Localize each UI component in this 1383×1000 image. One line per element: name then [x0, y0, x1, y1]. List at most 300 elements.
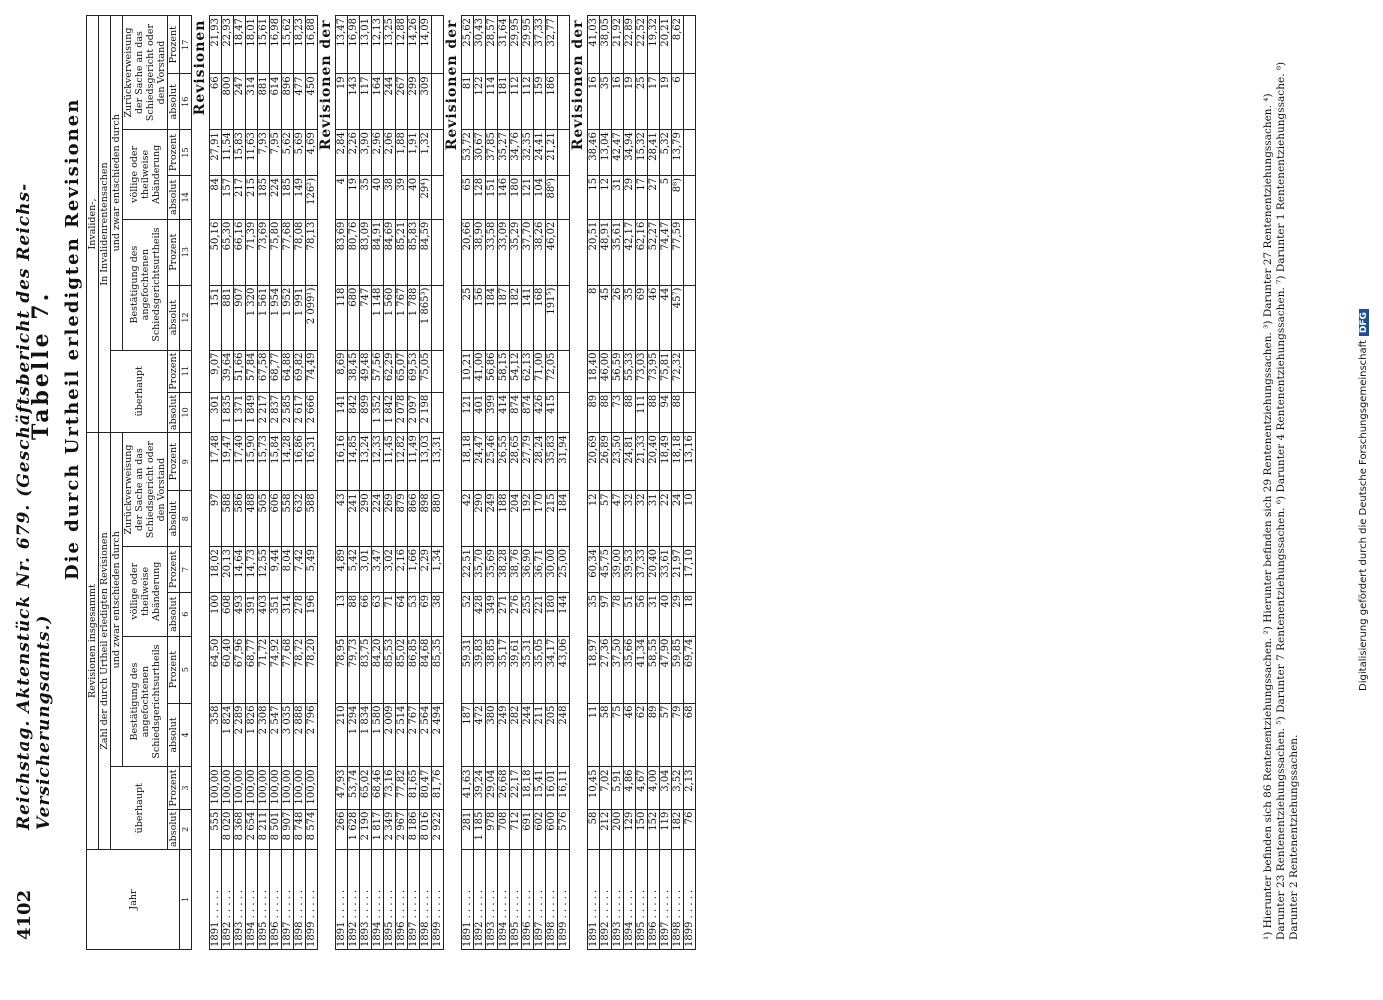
- value-cell: 33,09: [498, 219, 510, 285]
- table-row: [222, 16, 234, 950]
- value-cell: 380: [486, 703, 498, 767]
- value-cell: 27,79: [522, 433, 534, 491]
- value-cell: 69,53: [408, 350, 420, 392]
- col-prozent: Prozent: [168, 350, 180, 392]
- year-cell: 1899 . . . . .: [432, 850, 444, 950]
- section-label: Revisionen der: [444, 16, 462, 950]
- value-cell: 78,13: [306, 219, 318, 285]
- column-number: 8: [180, 491, 192, 547]
- value-cell: 8 186: [408, 809, 420, 849]
- column-number: 5: [180, 636, 192, 703]
- value-cell: [558, 130, 570, 176]
- value-cell: 81,76: [432, 767, 444, 809]
- value-cell: 3,90: [360, 130, 372, 176]
- value-cell: 18,18: [462, 433, 474, 491]
- year-cell: 1894 . . . . .: [372, 850, 384, 950]
- value-cell: 21,33: [636, 433, 648, 491]
- value-cell: 60,34: [588, 547, 600, 593]
- value-cell: 290: [474, 491, 486, 547]
- table-row: [600, 16, 612, 950]
- value-cell: 83,75: [360, 636, 372, 703]
- col-absolut: absolut: [168, 491, 180, 547]
- value-cell: 28,57: [486, 16, 498, 74]
- col-prozent: Prozent: [168, 547, 180, 593]
- value-cell: 37,33: [534, 16, 546, 74]
- value-cell: 31: [612, 175, 624, 219]
- value-cell: 301: [210, 392, 222, 432]
- value-cell: 94: [660, 392, 672, 432]
- table-row: [636, 16, 648, 950]
- table-row: [234, 16, 246, 950]
- table-row: [612, 16, 624, 950]
- value-cell: 1,66: [408, 547, 420, 593]
- value-cell: 151: [486, 175, 498, 219]
- value-cell: 450: [306, 74, 318, 130]
- value-cell: 159: [534, 74, 546, 130]
- value-cell: 30,43: [474, 16, 486, 74]
- value-cell: [432, 219, 444, 285]
- table-row: [420, 16, 432, 950]
- value-cell: 22: [660, 491, 672, 547]
- value-cell: 1 561: [258, 285, 270, 350]
- value-cell: 64,88: [282, 350, 294, 392]
- value-cell: 1 849: [246, 392, 258, 432]
- value-cell: 88: [600, 392, 612, 432]
- value-cell: 1 294: [348, 703, 360, 767]
- value-cell: 5,32: [660, 130, 672, 176]
- value-cell: 35,69: [486, 547, 498, 593]
- value-cell: 1 580: [372, 703, 384, 767]
- value-cell: 84,91: [372, 219, 384, 285]
- section-row: [444, 16, 462, 950]
- table-row: [486, 16, 498, 950]
- value-cell: 4,00: [648, 767, 660, 809]
- value-cell: 31: [648, 491, 660, 547]
- column-number: 14: [180, 175, 192, 219]
- value-cell: 78: [612, 592, 624, 636]
- value-cell: 12: [600, 175, 612, 219]
- year-cell: 1894 . . . . .: [624, 850, 636, 950]
- value-cell: 314: [282, 592, 294, 636]
- col-prozent: Prozent: [168, 219, 180, 285]
- value-cell: 39,61: [510, 636, 522, 703]
- table-subtitle: Die durch Urtheil erledigten Revisionen: [62, 97, 83, 580]
- value-cell: 5,42: [348, 547, 360, 593]
- year-cell: 1899 . . . . .: [684, 850, 696, 950]
- value-cell: 11,45: [384, 433, 396, 491]
- value-cell: 20,21: [660, 16, 672, 74]
- value-cell: 276: [510, 592, 522, 636]
- value-cell: 18: [684, 592, 696, 636]
- value-cell: 21,92: [612, 16, 624, 74]
- table-body: [192, 16, 696, 950]
- col-absolut: absolut: [168, 592, 180, 636]
- value-cell: 32: [636, 491, 648, 547]
- value-cell: 196: [306, 592, 318, 636]
- value-cell: 85,83: [408, 219, 420, 285]
- value-cell: 74,49: [306, 350, 318, 392]
- column-number: 15: [180, 130, 192, 176]
- value-cell: 73,16: [384, 767, 396, 809]
- value-cell: [558, 392, 570, 432]
- table-row: [408, 16, 420, 950]
- value-cell: 602: [534, 809, 546, 849]
- value-cell: 77,82: [396, 767, 408, 809]
- value-cell: 2 585: [282, 392, 294, 432]
- year-cell: 1898 . . . . .: [546, 850, 558, 950]
- value-cell: 143: [348, 74, 360, 130]
- value-cell: 74,47: [660, 219, 672, 285]
- value-cell: 164: [372, 74, 384, 130]
- value-cell: 8 907: [282, 809, 294, 849]
- value-cell: 8: [588, 285, 600, 350]
- value-cell: 391: [246, 592, 258, 636]
- value-cell: 59,85: [672, 636, 684, 703]
- value-cell: 22,89: [624, 16, 636, 74]
- value-cell: 881: [258, 74, 270, 130]
- value-cell: 58,55: [648, 636, 660, 703]
- value-cell: 46: [624, 703, 636, 767]
- value-cell: 18,49: [660, 433, 672, 491]
- value-cell: 38,46: [588, 130, 600, 176]
- value-cell: 215: [246, 175, 258, 219]
- value-cell: 13,47: [336, 16, 348, 74]
- value-cell: 39,53: [624, 547, 636, 593]
- value-cell: 39: [396, 175, 408, 219]
- value-cell: 282: [510, 703, 522, 767]
- value-cell: 78,72: [294, 636, 306, 703]
- col-confirm: Bestätigung des angefochtenen Schiedsgerichtsurtheils: [123, 636, 168, 767]
- value-cell: 35,29: [510, 219, 522, 285]
- value-cell: 1,88: [396, 130, 408, 176]
- value-cell: 37,85: [486, 130, 498, 176]
- value-cell: 100,00: [222, 767, 234, 809]
- value-cell: 74,92: [270, 636, 282, 703]
- value-cell: 73,69: [258, 219, 270, 285]
- value-cell: 150: [636, 809, 648, 849]
- value-cell: 62,29: [384, 350, 396, 392]
- value-cell: 2 837: [270, 392, 282, 432]
- value-cell: 84,59: [420, 219, 432, 285]
- value-cell: 50,16: [210, 219, 222, 285]
- column-number: 13: [180, 219, 192, 285]
- value-cell: 30,00: [546, 547, 558, 593]
- year-cell: 1896 . . . . .: [270, 850, 282, 950]
- value-cell: 52: [462, 592, 474, 636]
- value-cell: [432, 392, 444, 432]
- value-cell: 31: [648, 592, 660, 636]
- value-cell: 266: [336, 809, 348, 849]
- value-cell: 505: [258, 491, 270, 547]
- value-cell: 182: [672, 809, 684, 849]
- value-cell: 35,27: [498, 130, 510, 176]
- year-cell: 1899 . . . . .: [306, 850, 318, 950]
- value-cell: 205: [546, 703, 558, 767]
- value-cell: 38,05: [600, 16, 612, 74]
- value-cell: 4: [336, 175, 348, 219]
- value-cell: [432, 74, 444, 130]
- value-cell: 211: [534, 703, 546, 767]
- value-cell: 83,69: [336, 219, 348, 285]
- value-cell: 14,09: [420, 16, 432, 74]
- value-cell: 30,67: [474, 130, 486, 176]
- value-cell: 78,08: [294, 219, 306, 285]
- value-cell: 1 826: [246, 703, 258, 767]
- value-cell: 29⁴): [420, 175, 432, 219]
- value-cell: 79,73: [348, 636, 360, 703]
- section-label: Revisionen der: [570, 16, 588, 950]
- value-cell: 27,36: [600, 636, 612, 703]
- col-absolut: absolut: [168, 175, 180, 219]
- year-cell: 1892 . . . . .: [474, 850, 486, 950]
- value-cell: 1 834: [360, 703, 372, 767]
- value-cell: 3,01: [360, 547, 372, 593]
- value-cell: 5: [660, 175, 672, 219]
- value-cell: 25: [636, 74, 648, 130]
- value-cell: 20,13: [222, 547, 234, 593]
- value-cell: 29,95: [522, 16, 534, 74]
- value-cell: [558, 219, 570, 285]
- value-cell: 40: [660, 592, 672, 636]
- digitization-credit: [1358, 0, 1369, 1000]
- abs-pct-row: [168, 16, 180, 950]
- col-confirm-inv: Bestätigung des angefochtenen Schiedsgerichtsurtheils: [123, 219, 168, 350]
- statistics-table: [86, 15, 696, 950]
- value-cell: 24,41: [534, 130, 546, 176]
- value-cell: 14,28: [282, 433, 294, 491]
- value-cell: 13,16: [684, 433, 696, 491]
- value-cell: 4,67: [636, 767, 648, 809]
- value-cell: 2 494: [432, 703, 444, 767]
- value-cell: 53,74: [348, 767, 360, 809]
- year-cell: 1893 . . . . .: [486, 850, 498, 950]
- value-cell: 121: [522, 175, 534, 219]
- year-cell: 1897 . . . . .: [534, 850, 546, 950]
- value-cell: 35,17: [498, 636, 510, 703]
- value-cell: 38,45: [348, 350, 360, 392]
- value-cell: 71,72: [258, 636, 270, 703]
- value-cell: 16: [612, 74, 624, 130]
- year-cell: 1891 . . . . .: [336, 850, 348, 950]
- value-cell: 78,95: [336, 636, 348, 703]
- value-cell: 81: [462, 74, 474, 130]
- value-cell: 84,69: [384, 219, 396, 285]
- value-cell: 41,03: [588, 16, 600, 74]
- value-cell: 874: [522, 392, 534, 432]
- value-cell: 20,40: [648, 547, 660, 593]
- value-cell: 57: [660, 703, 672, 767]
- value-cell: 14,64: [234, 547, 246, 593]
- value-cell: 64: [396, 592, 408, 636]
- value-cell: 7,95: [270, 130, 282, 176]
- value-cell: 29,04: [486, 767, 498, 809]
- table-row: [648, 16, 660, 950]
- value-cell: [684, 392, 696, 432]
- value-cell: 157: [222, 175, 234, 219]
- value-cell: 1 817: [372, 809, 384, 849]
- value-cell: 2 078: [396, 392, 408, 432]
- value-cell: 8⁸): [672, 175, 684, 219]
- value-cell: 269: [384, 491, 396, 547]
- value-cell: 2,16: [396, 547, 408, 593]
- col-change: völlige oder theilweise Abänderung: [123, 547, 168, 637]
- value-cell: 141: [336, 392, 348, 432]
- value-cell: 879: [396, 491, 408, 547]
- value-cell: 32,35: [522, 130, 534, 176]
- value-cell: 25,62: [462, 16, 474, 74]
- value-cell: 13,01: [360, 16, 372, 74]
- value-cell: 88: [348, 592, 360, 636]
- value-cell: 83,09: [360, 219, 372, 285]
- col-group-all-sub: Zahl der durch Urtheil erledigten Revisionen: [99, 433, 111, 850]
- value-cell: 47,93: [336, 767, 348, 809]
- value-cell: 129: [624, 809, 636, 849]
- value-cell: 42,47: [612, 130, 624, 176]
- value-cell: 119: [660, 809, 672, 849]
- value-cell: 84: [210, 175, 222, 219]
- value-cell: 56,59: [612, 350, 624, 392]
- value-cell: 17: [636, 175, 648, 219]
- value-cell: 57,84: [246, 350, 258, 392]
- value-cell: 85,53: [384, 636, 396, 703]
- value-cell: 77,59: [672, 219, 684, 285]
- value-cell: 184: [486, 285, 498, 350]
- value-cell: 22,93: [222, 16, 234, 74]
- value-cell: 53: [408, 592, 420, 636]
- value-cell: 33,58: [486, 219, 498, 285]
- value-cell: 37,33: [636, 547, 648, 593]
- value-cell: 2 099¹): [306, 285, 318, 350]
- value-cell: 4,89: [336, 547, 348, 593]
- value-cell: 747: [360, 285, 372, 350]
- value-cell: 880: [432, 491, 444, 547]
- value-cell: [432, 16, 444, 74]
- value-cell: 16,88: [306, 16, 318, 74]
- value-cell: 118: [336, 285, 348, 350]
- value-cell: 426: [534, 392, 546, 432]
- value-cell: 18,40: [588, 350, 600, 392]
- value-cell: 187: [462, 703, 474, 767]
- value-cell: 309: [420, 74, 432, 130]
- value-cell: 85,35: [432, 636, 444, 703]
- value-cell: 104: [534, 175, 546, 219]
- value-cell: 35,83: [546, 433, 558, 491]
- value-cell: 97: [600, 592, 612, 636]
- value-cell: [684, 16, 696, 74]
- value-cell: [684, 175, 696, 219]
- value-cell: 4,86: [624, 767, 636, 809]
- value-cell: 555: [210, 809, 222, 849]
- value-cell: 2 097: [408, 392, 420, 432]
- value-cell: 2,84: [336, 130, 348, 176]
- col-prozent: Prozent: [168, 16, 180, 74]
- value-cell: 13,04: [600, 130, 612, 176]
- year-cell: 1895 . . . . .: [258, 850, 270, 950]
- value-cell: 8,04: [282, 547, 294, 593]
- value-cell: 15,32: [636, 130, 648, 176]
- value-cell: 24,47: [474, 433, 486, 491]
- column-number: 17: [180, 16, 192, 74]
- value-cell: 16,01: [546, 767, 558, 809]
- value-cell: 19: [624, 74, 636, 130]
- year-cell: 1891 . . . . .: [462, 850, 474, 950]
- value-cell: 75,80: [270, 219, 282, 285]
- value-cell: 39,64: [222, 350, 234, 392]
- value-cell: 38,26: [534, 219, 546, 285]
- value-cell: 13: [336, 592, 348, 636]
- value-cell: 12,13: [372, 16, 384, 74]
- value-cell: 68,77: [270, 350, 282, 392]
- value-cell: 41,00: [474, 350, 486, 392]
- value-cell: 41,63: [462, 767, 474, 809]
- value-cell: 2 308: [258, 703, 270, 767]
- value-cell: 55,33: [624, 350, 636, 392]
- value-cell: 2,26: [348, 130, 360, 176]
- value-cell: 212: [600, 809, 612, 849]
- value-cell: 1 371: [234, 392, 246, 432]
- table-row: [510, 16, 522, 950]
- value-cell: 26: [612, 285, 624, 350]
- value-cell: 71: [384, 592, 396, 636]
- value-cell: 38: [384, 175, 396, 219]
- value-cell: 35,70: [474, 547, 486, 593]
- column-number: 1: [180, 850, 192, 950]
- value-cell: 1 185: [474, 809, 486, 849]
- value-cell: 255: [522, 592, 534, 636]
- value-cell: 38,90: [474, 219, 486, 285]
- value-cell: 35,05: [534, 636, 546, 703]
- credit-text: Digitalisierung gefördert durch die Deutsche Forschungsgemeinschaft: [1358, 340, 1369, 691]
- col-decided-inv: und zwar entschieden durch: [111, 16, 123, 351]
- year-cell: 1894 . . . . .: [246, 850, 258, 950]
- value-cell: 35: [588, 592, 600, 636]
- value-cell: 11,63: [246, 130, 258, 176]
- value-cell: 32: [624, 491, 636, 547]
- value-cell: 18,18: [522, 767, 534, 809]
- value-cell: 11,54: [222, 130, 234, 176]
- value-cell: 56,86: [486, 350, 498, 392]
- value-cell: 15,73: [258, 433, 270, 491]
- value-cell: 36,71: [534, 547, 546, 593]
- value-cell: 73: [612, 392, 624, 432]
- value-cell: 39,83: [474, 636, 486, 703]
- value-cell: 1 148: [372, 285, 384, 350]
- col-prozent: Prozent: [168, 767, 180, 809]
- value-cell: 2,06: [384, 130, 396, 176]
- value-cell: 8 501: [270, 809, 282, 849]
- value-cell: 7,93: [258, 130, 270, 176]
- value-cell: 69,74: [684, 636, 696, 703]
- value-cell: 3,02: [384, 547, 396, 593]
- footnotes: ¹) Hierunter befinden sich 86 Rentenentziehungssachen. ²) Hierunter befinden sich 29 Rentenentziehungssachen. ³) Darunter 27 Rentenentziehungssachen. ⁴) Darunter 23 Rentenentziehungssachen. ⁵) Darunter 7 Rentenentziehungssachen. ⁶) Darunter 4 Rentenentziehungssachen. ⁷) Darunter 1 Rentenentziehungssache. ⁸) Darunter 2 Rentenentziehungssachen.: [1262, 61, 1300, 940]
- value-cell: 415: [546, 392, 558, 432]
- value-cell: 60,40: [222, 636, 234, 703]
- value-cell: 3,04: [660, 767, 672, 809]
- table-row: [624, 16, 636, 950]
- year-cell: 1895 . . . . .: [384, 850, 396, 950]
- value-cell: 23,50: [612, 433, 624, 491]
- value-cell: 75: [612, 703, 624, 767]
- value-cell: 35: [624, 285, 636, 350]
- value-cell: 81,65: [408, 767, 420, 809]
- table-row: [474, 16, 486, 950]
- value-cell: 39,00: [612, 547, 624, 593]
- value-cell: 428: [474, 592, 486, 636]
- value-cell: 680: [348, 285, 360, 350]
- value-cell: 85,02: [396, 636, 408, 703]
- year-cell: 1895 . . . . .: [636, 850, 648, 950]
- value-cell: 5,49: [306, 547, 318, 593]
